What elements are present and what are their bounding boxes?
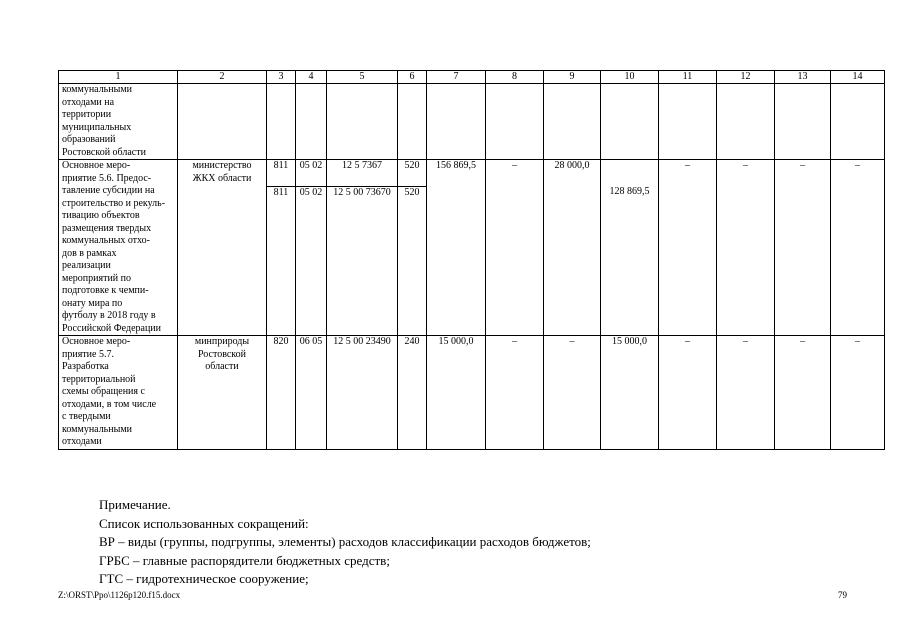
- year-value-cell: 128 869,5: [601, 186, 659, 335]
- abbreviation-item: ВР – виды (группы, подгруппы, элементы) расходов классификации расходов бюджетов;: [99, 534, 591, 549]
- footer-file-path: Z:\ORST\Ppo\1126p120.f15.docx: [58, 590, 181, 600]
- activity-description: коммунальными отходами на территории муниципальных образований Ростовской области: [59, 84, 178, 160]
- grbs-cell: 811: [267, 160, 296, 187]
- budget-table: [58, 70, 885, 450]
- year-value-cell: –: [486, 336, 544, 450]
- year-value-cell: –: [831, 160, 885, 336]
- year-value-cell: –: [775, 336, 831, 450]
- column-number: 14: [831, 71, 885, 84]
- year-value-cell: –: [486, 160, 544, 336]
- vr-cell: 520: [398, 186, 427, 335]
- rzpr-cell: 06 05: [296, 336, 327, 450]
- csr-cell: 12 5 7367: [327, 160, 398, 187]
- column-number: 2: [178, 71, 267, 84]
- year-value-cell: –: [544, 336, 601, 450]
- column-number: 11: [659, 71, 717, 84]
- column-number: 3: [267, 71, 296, 84]
- column-number: 8: [486, 71, 544, 84]
- column-number: 1: [59, 71, 178, 84]
- abbreviation-item: ГРБС – главные распорядители бюджетных средств;: [99, 552, 390, 568]
- table-row-activity-5-6: [59, 160, 885, 187]
- year-value-cell: –: [775, 160, 831, 336]
- grbs-cell: 811: [267, 186, 296, 335]
- column-number: 6: [398, 71, 427, 84]
- year-value-cell: –: [717, 160, 775, 336]
- year-value-cell: –: [659, 160, 717, 336]
- year-value-cell: 28 000,0: [544, 160, 601, 336]
- page-number: 79: [838, 590, 847, 600]
- column-number: 10: [601, 71, 659, 84]
- year-value-cell: –: [831, 336, 885, 450]
- total-cell: 156 869,5: [427, 160, 486, 336]
- year-value-cell: –: [659, 336, 717, 450]
- csr-cell: 12 5 00 73670: [327, 186, 398, 335]
- csr-cell: 12 5 00 23490: [327, 336, 398, 450]
- column-number: 9: [544, 71, 601, 84]
- rzpr-cell: 05 02: [296, 186, 327, 335]
- column-number: 12: [717, 71, 775, 84]
- table-row-continuation: [59, 84, 885, 160]
- year-value-cell: 15 000,0: [601, 336, 659, 450]
- column-number: 7: [427, 71, 486, 84]
- notes-section: [99, 496, 591, 589]
- table-row-activity-5-7: [59, 336, 885, 450]
- total-cell: 15 000,0: [427, 336, 486, 450]
- column-number: 4: [296, 71, 327, 84]
- vr-cell: 520: [398, 160, 427, 187]
- table-header-row: [59, 71, 885, 84]
- executor-cell: минприроды Ростовской области: [178, 336, 267, 450]
- abbreviation-item: ГТС – гидротехническое сооружение;: [99, 571, 309, 586]
- rzpr-cell: 05 02: [296, 160, 327, 187]
- grbs-cell: 820: [267, 336, 296, 450]
- executor-cell: министерство ЖКХ области: [178, 160, 267, 336]
- activity-description: Основное меро- приятие 5.6. Предос- тавление субсидии на строительство и рекуль- тивацию объектов размещения твердых коммунальных отхо- дов в рамках реализации мероприятий по подготовке к чемпи- онату мира по футболу в 2018 году в Российской Федерации: [59, 160, 178, 336]
- column-number: 13: [775, 71, 831, 84]
- vr-cell: 240: [398, 336, 427, 450]
- activity-description: Основное меро- приятие 5.7. Разработка территориальной схемы обращения с отходами, в том числе с твердыми коммунальными отходами: [59, 336, 178, 450]
- year-value-cell: –: [717, 336, 775, 450]
- abbreviations-title: Список использованных сокращений:: [99, 515, 309, 531]
- column-number: 5: [327, 71, 398, 84]
- note-title: Примечание.: [99, 497, 171, 512]
